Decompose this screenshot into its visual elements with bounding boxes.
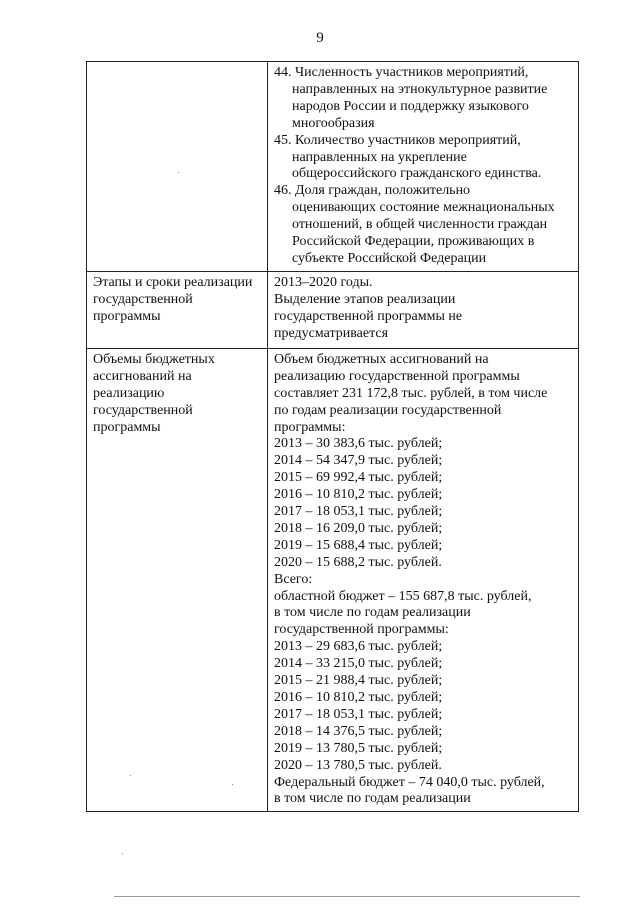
row-content-line: Федеральный бюджет – 74 040,0 тыс. рублей, (274, 774, 545, 790)
row-content-line: 2015 – 69 992,4 тыс. рублей; (274, 470, 443, 486)
row-content-line: 2013–2020 годы. (274, 274, 373, 290)
row-content-line: общероссийского гражданского единства. (292, 166, 542, 182)
scan-speck (130, 775, 131, 776)
scan-speck (178, 172, 179, 173)
row-label-cell (87, 271, 268, 348)
row-content-line: направленных на укрепление (292, 149, 467, 165)
row-content-line: 2018 – 16 209,0 тыс. рублей; (274, 520, 443, 536)
row-content-line: по годам реализации государственной (274, 402, 502, 418)
row-label-line: программы (93, 308, 161, 324)
row-content-line: 2016 – 10 810,2 тыс. рублей; (274, 487, 443, 503)
row-content-line: в том числе по годам реализации (274, 605, 471, 621)
row-content-line: 2015 – 21 988,4 тыс. рублей; (274, 673, 443, 689)
row-content-line: 2017 – 18 053,1 тыс. рублей; (274, 706, 443, 722)
row-content-line: 2019 – 13 780,5 тыс. рублей; (274, 740, 443, 756)
row-label-cell (87, 62, 268, 272)
row-content-line: 2020 – 13 780,5 тыс. рублей. (274, 757, 442, 773)
row-content-line: 2014 – 54 347,9 тыс. рублей; (274, 453, 443, 469)
row-content-cell (268, 62, 579, 272)
row-content-cell (268, 348, 579, 811)
row-content-line: реализацию государственной программы (274, 368, 520, 384)
row-label-line: государственной (93, 402, 193, 418)
row-content-line: 2016 – 10 810,2 тыс. рублей; (274, 690, 443, 705)
row-content-line: 2018 – 14 376,5 тыс. рублей; (274, 723, 443, 739)
row-label-cell (87, 348, 268, 811)
row-label-line: ассигнований на (93, 368, 192, 384)
row-content-line: оценивающих состояние межнациональных (292, 200, 555, 216)
bottom-rule (114, 896, 580, 897)
row-content-line: предусматривается (274, 325, 389, 341)
row-content-line: отношений, в общей численности граждан (292, 217, 548, 233)
row-content-line: субъекте Российской Федерации (292, 250, 487, 266)
row-label-line: программы (93, 419, 161, 435)
row-content-line: Всего: (274, 571, 313, 587)
row-content-line: народов России и поддержку языкового (292, 98, 529, 114)
row-content-line: государственной программы не (274, 308, 463, 324)
row-content-line: многообразия (292, 115, 375, 131)
row-content-line: 2019 – 15 688,4 тыс. рублей; (274, 537, 443, 553)
table-row (87, 62, 579, 272)
table-row (87, 271, 579, 348)
row-label-line: реализацию (93, 385, 165, 401)
page-number: 9 (316, 30, 324, 46)
row-content-line: 44. Численность участников мероприятий, (274, 65, 529, 80)
row-content-line: 2017 – 18 053,1 тыс. рублей; (274, 504, 443, 520)
row-content-line: Объем бюджетных ассигнований на (274, 351, 489, 367)
row-content-line: в том числе по годам реализации (274, 791, 471, 807)
row-content-line: областной бюджет – 155 687,8 тыс. рублей, (274, 588, 532, 604)
row-content-line: составляет 231 172,8 тыс. рублей, в том числе (274, 385, 548, 401)
row-label-line: Объемы бюджетных (93, 351, 215, 367)
row-content-line: 2013 – 29 683,6 тыс. рублей; (274, 639, 443, 655)
row-label-line: Этапы и сроки реализации (93, 274, 253, 290)
row-content-line: направленных на этнокультурное развитие (292, 81, 548, 97)
row-content-line: программы: (274, 419, 346, 435)
row-content-line: 2014 – 33 215,0 тыс. рублей; (274, 656, 443, 672)
row-content-cell (268, 271, 579, 348)
table-row (87, 348, 579, 811)
row-content-line: 45. Количество участников мероприятий, (274, 132, 521, 148)
row-content-line: 2013 – 30 383,6 тыс. рублей; (274, 436, 443, 452)
row-content-line: Российской Федерации, проживающих в (292, 234, 535, 250)
scan-speck (232, 784, 233, 785)
scan-speck (122, 853, 123, 854)
row-label-line: государственной (93, 291, 193, 307)
row-content-line: 2020 – 15 688,2 тыс. рублей. (274, 554, 442, 570)
row-content-line: государственной программы: (274, 622, 449, 638)
row-content-line: 46. Доля граждан, положительно (274, 183, 471, 199)
program-passport-table (86, 61, 579, 812)
row-content-line: Выделение этапов реализации (274, 291, 456, 307)
